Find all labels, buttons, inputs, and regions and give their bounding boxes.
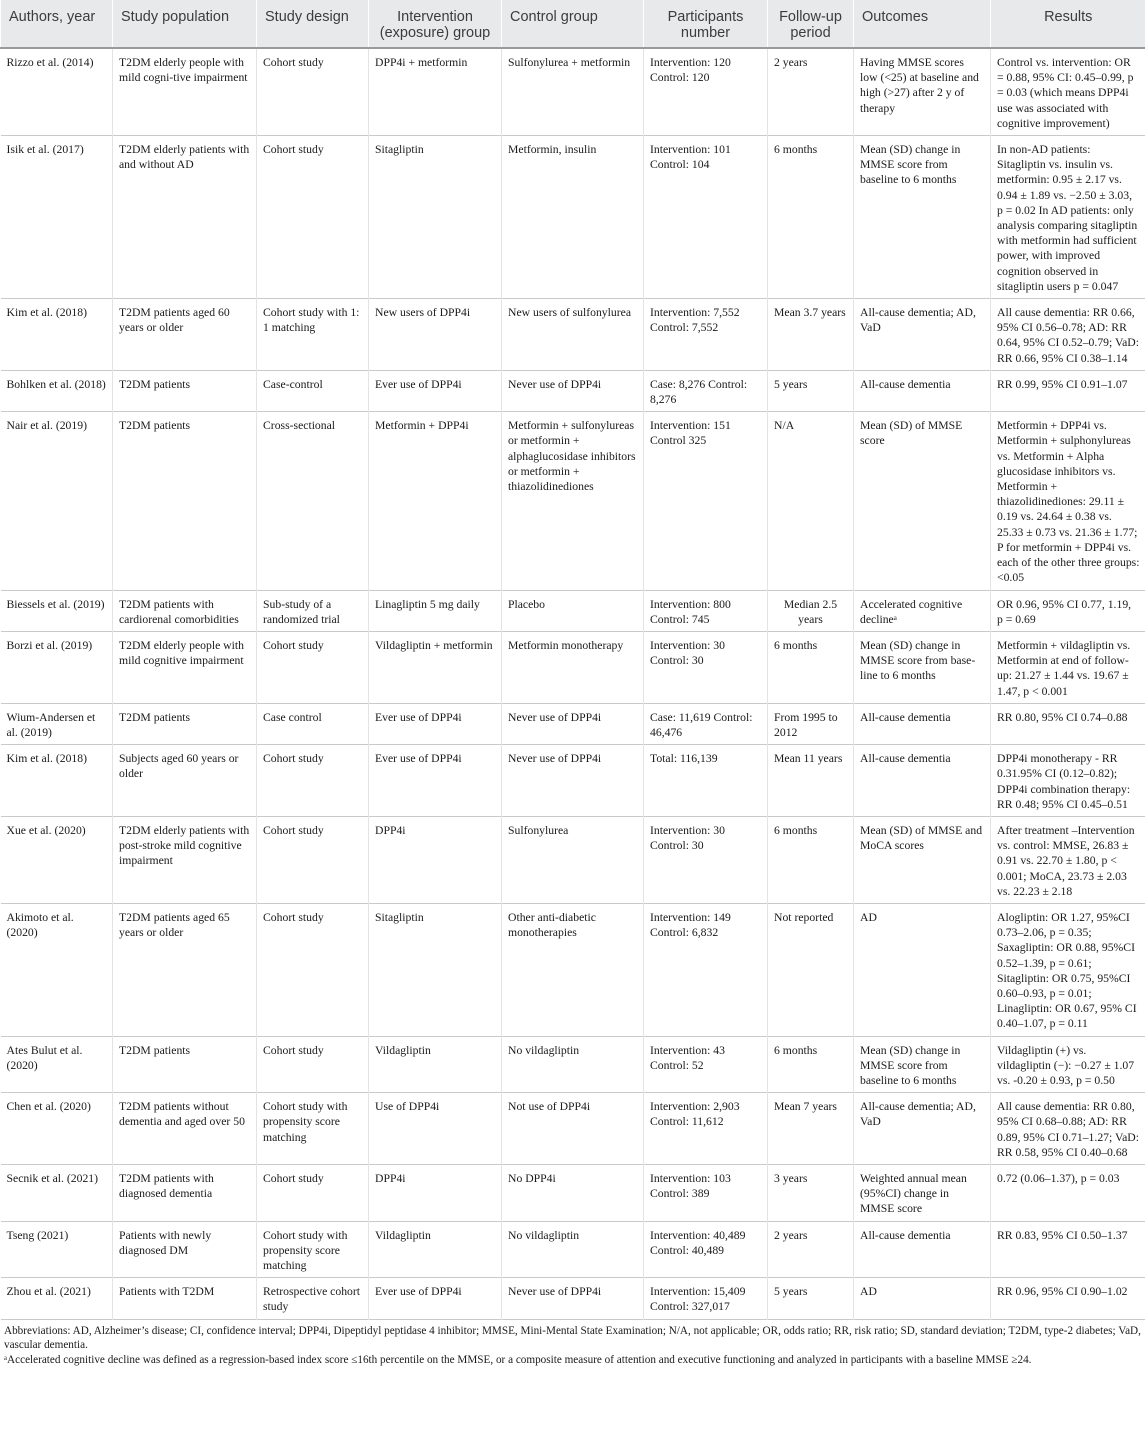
table-row xyxy=(1,136,1145,299)
cell-authors-year: Zhou et al. (2021) xyxy=(6,1285,91,1299)
cell-study-population: T2DM patients xyxy=(113,370,257,411)
cell-control-group: Other anti-diabetic monotherapies xyxy=(502,903,644,1036)
cell-authors-year: Kim et al. (2018) xyxy=(6,752,87,766)
cell-participants-number: Intervention: 40,489 Control: 40,489 xyxy=(644,1221,768,1278)
abbreviations-note: Abbreviations: AD, Alzheimer’s disease; CI, confidence interval; DPP4i, Dipeptidyl peptidase 4 inhibitor; MMSE, Mini-Mental State Examination; N/A, not applicable; OR, odds ratio; RR, risk ratio; SD, standard deviation; T2DM, type-2 diabetes; VaD, vascular dementia. xyxy=(4,1324,1141,1352)
cell-results: In non-AD patients: Sitagliptin vs. insulin vs. metformin: 0.95 ± 2.17 vs. 0.94 ± 1.89 vs. −2.50 ± 3.03, p = 0.02 In AD patients: only analysis comparing sitagliptin with metformin had sufficient power, with improved cognition observed in sitagliptin users p = 0.047 xyxy=(991,136,1145,299)
cell-intervention-group: Linagliptin 5 mg daily xyxy=(369,590,502,631)
header-authors-year: Authors, year xyxy=(1,0,113,48)
cell-follow-up-period: Mean 11 years xyxy=(768,745,854,817)
cell-participants-number: Case: 11,619 Control: 46,476 xyxy=(644,703,768,744)
cell-study-population: T2DM patients with cardiorenal comorbidities xyxy=(113,590,257,631)
cell-control-group: Sulfonylurea + metformin xyxy=(502,48,644,136)
cell-study-design: Case control xyxy=(257,703,369,744)
cell-study-design: Cohort study xyxy=(257,1036,369,1093)
cell-authors-year: Akimoto et al. (2020) xyxy=(6,910,74,940)
cell-participants-number: Intervention: 149 Control: 6,832 xyxy=(644,903,768,1036)
cell-follow-up-period: From 1995 to 2012 xyxy=(768,703,854,744)
cell-outcomes: All-cause dementia xyxy=(854,370,991,411)
cell-authors-year: Chen et al. (2020) xyxy=(6,1100,91,1114)
cell-follow-up-period: Mean 7 years xyxy=(768,1093,854,1165)
cell-outcomes: Mean (SD) of MMSE and MoCA scores xyxy=(854,816,991,903)
cell-intervention-group: Ever use of DPP4i xyxy=(369,745,502,817)
cell-follow-up-period: 6 months xyxy=(768,1036,854,1093)
table-row xyxy=(1,1093,1145,1165)
header-row xyxy=(1,0,1145,48)
cell-study-design: Cohort study xyxy=(257,1165,369,1222)
footnote-a: ᵃAccelerated cognitive decline was defined as a regression-based index score ≤16th percentile on the MMSE, or a composite measure of attention and executive functioning and analyzed in participants with a baseline MMSE ≥24. xyxy=(4,1353,1032,1366)
cell-participants-number: Intervention: 30 Control: 30 xyxy=(644,816,768,903)
cell-outcomes: All-cause dementia xyxy=(854,1221,991,1278)
cell-intervention-group: DPP4i xyxy=(369,816,502,903)
cell-follow-up-period: 6 months xyxy=(768,631,854,703)
cell-study-design: Sub-study of a randomized trial xyxy=(257,590,369,631)
cell-participants-number: Intervention: 15,409 Control: 327,017 xyxy=(644,1278,768,1319)
table-row xyxy=(1,590,1145,631)
cell-outcomes: All-cause dementia; AD, VaD xyxy=(854,1093,991,1165)
cell-authors-year: Nair et al. (2019) xyxy=(6,419,87,433)
table-row xyxy=(1,745,1145,817)
cell-outcomes: Having MMSE scores low (<25) at baseline and high (>27) after 2 y of therapy xyxy=(854,48,991,136)
cell-control-group: No vildagliptin xyxy=(502,1221,644,1278)
cell-follow-up-period: 2 years xyxy=(768,1221,854,1278)
header-results: Results xyxy=(991,0,1145,48)
table-row xyxy=(1,903,1145,1036)
cell-results: RR 0.99, 95% CI 0.91–1.07 xyxy=(991,370,1145,411)
cell-follow-up-period: Mean 3.7 years xyxy=(768,299,854,371)
table-footnotes xyxy=(0,1320,1145,1368)
cell-control-group: Sulfonylurea xyxy=(502,816,644,903)
cell-control-group: Metformin monotherapy xyxy=(502,631,644,703)
cell-results: All cause dementia: RR 0.80, 95% CI 0.68–0.88; AD: RR 0.89, 95% CI 0.71–1.27; VaD: RR 0.58, 95% CI 0.40–0.68 xyxy=(991,1093,1145,1165)
cell-study-population: Patients with T2DM xyxy=(113,1278,257,1319)
cell-results: OR 0.96, 95% CI 0.77, 1.19, p = 0.69 xyxy=(991,590,1145,631)
cell-results: All cause dementia: RR 0.66, 95% CI 0.56–0.78; AD: RR 0.64, 95% CI 0.52–0.79; VaD: RR 0.66, 95% CI 0.38–1.14 xyxy=(991,299,1145,371)
cell-authors-year: Borzi et al. (2019) xyxy=(6,638,93,652)
cell-participants-number: Intervention: 43 Control: 52 xyxy=(644,1036,768,1093)
header-outcomes: Outcomes xyxy=(854,0,991,48)
header-participants-number: Participants number xyxy=(644,0,768,48)
cell-follow-up-period: 5 years xyxy=(768,1278,854,1319)
cell-control-group: Placebo xyxy=(502,590,644,631)
cell-intervention-group: Sitagliptin xyxy=(369,136,502,299)
cell-results: After treatment –Intervention vs. control: MMSE, 26.83 ± 0.91 vs. 22.70 ± 1.80, p < 0.001; MoCA, 23.73 ± 2.03 vs. 22.23 ± 2.18 xyxy=(991,816,1145,903)
cell-authors-year: Kim et al. (2018) xyxy=(6,306,87,320)
cell-outcomes: AD xyxy=(854,1278,991,1319)
cell-intervention-group: Ever use of DPP4i xyxy=(369,1278,502,1319)
header-study-design: Study design xyxy=(257,0,369,48)
cell-study-population: T2DM patients xyxy=(113,412,257,590)
cell-study-design: Cohort study with propensity score matching xyxy=(257,1221,369,1278)
cell-control-group: Never use of DPP4i xyxy=(502,703,644,744)
cell-authors-year: Biessels et al. (2019) xyxy=(6,597,105,611)
table-row xyxy=(1,816,1145,903)
cell-outcomes: All-cause dementia; AD, VaD xyxy=(854,299,991,371)
cell-outcomes: AD xyxy=(854,903,991,1036)
cell-study-population: Patients with newly diagnosed DM xyxy=(113,1221,257,1278)
cell-intervention-group: DPP4i + metformin xyxy=(369,48,502,136)
cell-participants-number: Intervention: 30 Control: 30 xyxy=(644,631,768,703)
cell-control-group: New users of sulfonylurea xyxy=(502,299,644,371)
cell-intervention-group: Ever use of DPP4i xyxy=(369,370,502,411)
table-row xyxy=(1,1036,1145,1093)
cell-study-population: T2DM elderly patients with and without AD xyxy=(113,136,257,299)
cell-control-group: Not use of DPP4i xyxy=(502,1093,644,1165)
cell-results: RR 0.83, 95% CI 0.50–1.37 xyxy=(991,1221,1145,1278)
cell-authors-year: Rizzo et al. (2014) xyxy=(6,56,94,69)
header-control-group: Control group xyxy=(502,0,644,48)
cell-study-design: Cohort study with 1: 1 matching xyxy=(257,299,369,371)
cell-participants-number: Intervention: 800 Control: 745 xyxy=(644,590,768,631)
cell-outcomes: All-cause dementia xyxy=(854,703,991,744)
cell-study-population: T2DM elderly patients with post-stroke mild cognitive impairment xyxy=(113,816,257,903)
cell-study-design: Case-control xyxy=(257,370,369,411)
cell-authors-year: Tseng (2021) xyxy=(6,1228,69,1242)
cell-intervention-group: Vildagliptin xyxy=(369,1221,502,1278)
cell-participants-number: Intervention: 7,552 Control: 7,552 xyxy=(644,299,768,371)
cell-results: Metformin + DPP4i vs. Metformin + sulphonylureas vs. Metformin + Alpha glucosidase inhibitors vs. Metformin + thiazolidinediones: 29.11 ± 0.19 vs. 24.64 ± 0.38 vs. 25.33 ± 0.73 vs. 21.36 ± 1.77; P for metformin + DPP4i vs. each of the other three groups: <0.05 xyxy=(991,412,1145,590)
cell-results: Vildagliptin (+) vs. vildagliptin (−): −0.27 ± 1.07 vs. -0.20 ± 0.93, p = 0.50 xyxy=(991,1036,1145,1093)
cell-study-design: Cohort study with propensity score matching xyxy=(257,1093,369,1165)
cell-participants-number: Total: 116,139 xyxy=(644,745,768,817)
cell-intervention-group: Sitagliptin xyxy=(369,903,502,1036)
table-row xyxy=(1,48,1145,136)
cell-outcomes: All-cause dementia xyxy=(854,745,991,817)
cell-study-design: Cross-sectional xyxy=(257,412,369,590)
cell-participants-number: Intervention: 151 Control 325 xyxy=(644,412,768,590)
cell-control-group: Metformin, insulin xyxy=(502,136,644,299)
table-row xyxy=(1,412,1145,590)
cell-outcomes: Accelerated cognitive declineᵃ xyxy=(854,590,991,631)
cell-follow-up-period: 3 years xyxy=(768,1165,854,1222)
cell-participants-number: Intervention: 2,903 Control: 11,612 xyxy=(644,1093,768,1165)
cell-follow-up-period: Not reported xyxy=(768,903,854,1036)
table-row xyxy=(1,370,1145,411)
cell-follow-up-period: Median 2.5 years xyxy=(768,590,854,631)
cell-results: Control vs. intervention: OR = 0.88, 95% CI: 0.45–0.99, p = 0.03 (which means DPP4i use was associated with cognitive improvement) xyxy=(991,48,1145,136)
cell-study-population: T2DM patients xyxy=(113,703,257,744)
cell-study-population: Subjects aged 60 years or older xyxy=(113,745,257,817)
table-row xyxy=(1,1165,1145,1222)
cell-study-design: Cohort study xyxy=(257,136,369,299)
cell-intervention-group: Ever use of DPP4i xyxy=(369,703,502,744)
table-row xyxy=(1,631,1145,703)
cell-authors-year: Isik et al. (2017) xyxy=(6,143,84,157)
cell-intervention-group: New users of DPP4i xyxy=(369,299,502,371)
cell-study-population: T2DM patients xyxy=(113,1036,257,1093)
cell-outcomes: Mean (SD) change in MMSE score from base-line to 6 months xyxy=(854,631,991,703)
cell-control-group: Never use of DPP4i xyxy=(502,745,644,817)
cell-control-group: Never use of DPP4i xyxy=(502,1278,644,1319)
cell-participants-number: Intervention: 120 Control: 120 xyxy=(644,48,768,136)
header-follow-up-period: Follow-up period xyxy=(768,0,854,48)
cell-participants-number: Intervention: 101 Control: 104 xyxy=(644,136,768,299)
cell-follow-up-period: N/A xyxy=(768,412,854,590)
cell-study-population: T2DM elderly people with mild cogni-tive impairment xyxy=(113,48,257,136)
cell-study-population: T2DM patients aged 60 years or older xyxy=(113,299,257,371)
cell-control-group: No DPP4i xyxy=(502,1165,644,1222)
table-row xyxy=(1,703,1145,744)
cell-intervention-group: DPP4i xyxy=(369,1165,502,1222)
cell-authors-year: Wium-Andersen et al. (2019) xyxy=(6,710,96,739)
cell-study-design: Cohort study xyxy=(257,631,369,703)
cell-study-design: Cohort study xyxy=(257,48,369,136)
cell-follow-up-period: 6 months xyxy=(768,136,854,299)
cell-outcomes: Mean (SD) change in MMSE score from baseline to 6 months xyxy=(854,136,991,299)
cell-study-design: Cohort study xyxy=(257,745,369,817)
table-row xyxy=(1,1221,1145,1278)
cell-follow-up-period: 5 years xyxy=(768,370,854,411)
cell-follow-up-period: 2 years xyxy=(768,48,854,136)
cell-study-design: Cohort study xyxy=(257,816,369,903)
header-intervention-group: Intervention (exposure) group xyxy=(369,0,502,48)
cell-authors-year: Ates Bulut et al. (2020) xyxy=(6,1043,83,1072)
table-row xyxy=(1,299,1145,371)
cell-results: Alogliptin: OR 1.27, 95%CI 0.73–2.06, p = 0.35; Saxagliptin: OR 0.88, 95%CI 0.52–1.39, p = 0.61; Sitagliptin: OR 0.75, 95%CI 0.60–0.93, p = 0.01; Linagliptin: OR 0.67, 95% CI 0.40–1.07, p = 0.11 xyxy=(991,903,1145,1036)
cell-study-design: Retrospective cohort study xyxy=(257,1278,369,1319)
cell-intervention-group: Use of DPP4i xyxy=(369,1093,502,1165)
cell-intervention-group: Vildagliptin + metformin xyxy=(369,631,502,703)
cell-authors-year: Xue et al. (2020) xyxy=(6,823,86,837)
cell-control-group: Metformin + sulfonylureas or metformin + alphaglucosidase inhibitors or metformin + thiazolidinediones xyxy=(502,412,644,590)
cell-authors-year: Bohlken et al. (2018) xyxy=(6,377,106,391)
cell-results: RR 0.80, 95% CI 0.74–0.88 xyxy=(991,703,1145,744)
cell-control-group: No vildagliptin xyxy=(502,1036,644,1093)
cell-authors-year: Secnik et al. (2021) xyxy=(6,1172,99,1185)
cell-outcomes: Mean (SD) change in MMSE score from baseline to 6 months xyxy=(854,1036,991,1093)
header-study-population: Study population xyxy=(113,0,257,48)
cell-study-population: T2DM patients with diagnosed dementia xyxy=(113,1165,257,1222)
cell-intervention-group: Metformin + DPP4i xyxy=(369,412,502,590)
cell-study-population: T2DM patients aged 65 years or older xyxy=(113,903,257,1036)
cell-study-population: T2DM patients without dementia and aged over 50 xyxy=(113,1093,257,1165)
cell-results: Metformin + vildagliptin vs. Metformin at end of follow-up: 21.27 ± 1.44 vs. 19.67 ± 1.47, p < 0.001 xyxy=(991,631,1145,703)
table-row xyxy=(1,1278,1145,1319)
cell-participants-number: Intervention: 103 Control: 389 xyxy=(644,1165,768,1222)
cell-study-design: Cohort study xyxy=(257,903,369,1036)
cell-study-population: T2DM elderly people with mild cognitive impairment xyxy=(113,631,257,703)
cell-intervention-group: Vildagliptin xyxy=(369,1036,502,1093)
cell-outcomes: Weighted annual mean (95%CI) change in MMSE score xyxy=(854,1165,991,1222)
cell-results: 0.72 (0.06–1.37), p = 0.03 xyxy=(991,1165,1145,1222)
cell-follow-up-period: 6 months xyxy=(768,816,854,903)
cell-control-group: Never use of DPP4i xyxy=(502,370,644,411)
cell-participants-number: Case: 8,276 Control: 8,276 xyxy=(644,370,768,411)
cell-outcomes: Mean (SD) of MMSE score xyxy=(854,412,991,590)
cell-results: DPP4i monotherapy - RR 0.31.95% CI (0.12–0.82); DPP4i combination therapy: RR 0.48; 95% CI 0.45–0.51 xyxy=(991,745,1145,817)
cell-results: RR 0.96, 95% CI 0.90–1.02 xyxy=(991,1278,1145,1319)
